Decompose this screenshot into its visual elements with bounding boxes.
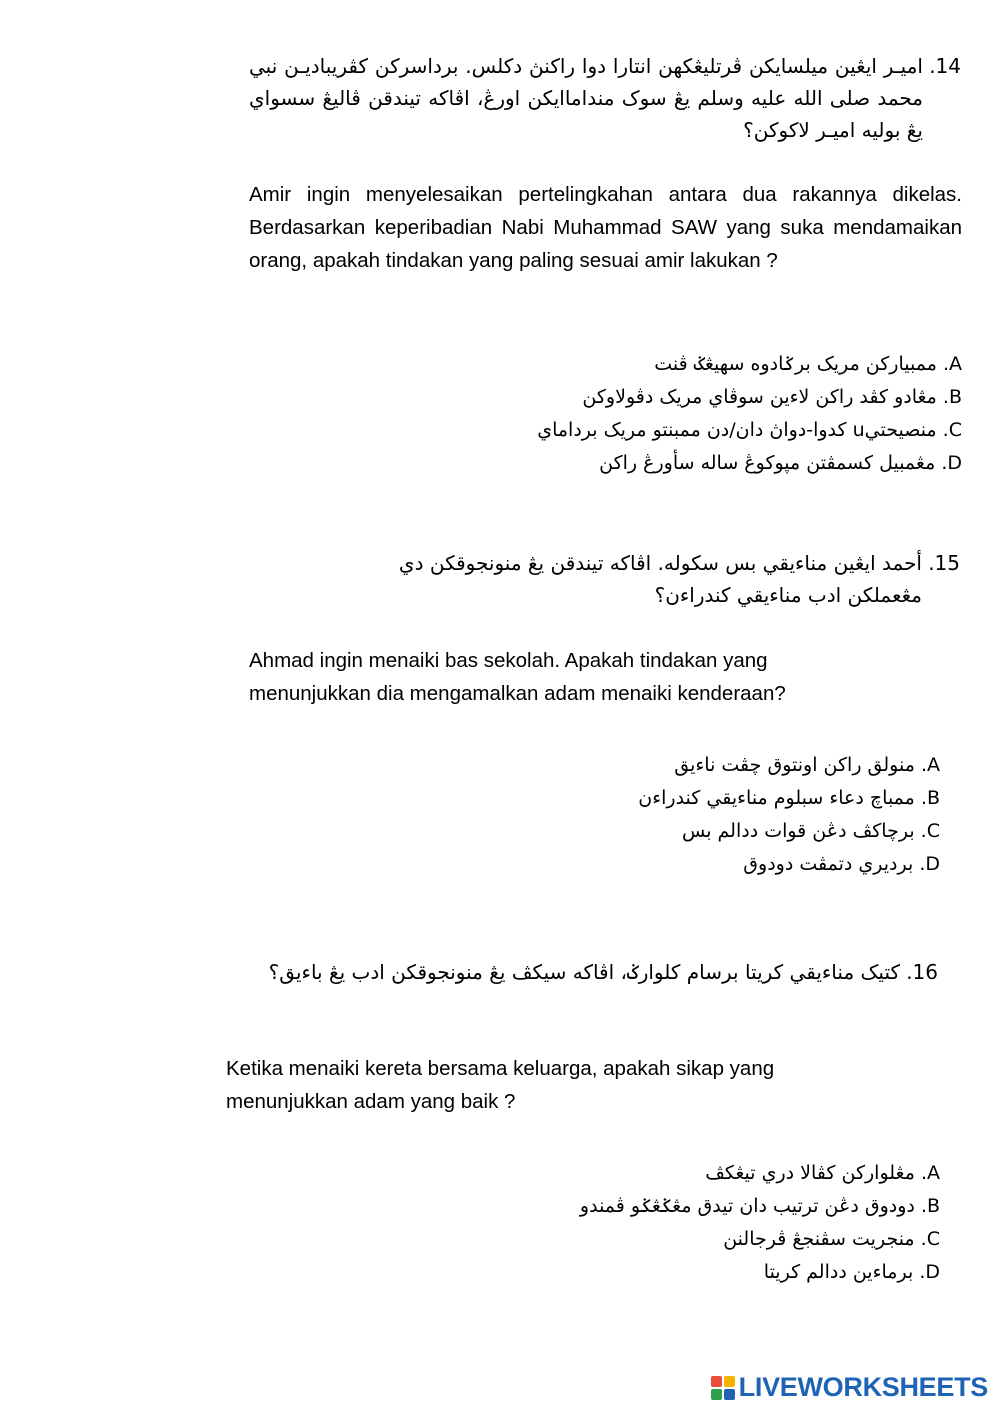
question-15-options <box>300 749 940 881</box>
option-text: برماءين ددالم كريتا <box>763 1261 914 1283</box>
option-text: مڠمبيل كسمڤتن مڽوكوڠ ساله سأورڠ راكن <box>599 452 936 474</box>
option-text: ممباچ دعاء سبلوم مناءيقي كندراءن <box>638 787 915 809</box>
brand-name: LIVEWORKSHEETS <box>738 1372 988 1402</box>
option-text: دودوق دڠن ترتيب دان تيدق مڠݢڠݢو ڤمندو <box>579 1195 915 1217</box>
option-letter: C. <box>920 820 940 842</box>
logo-tile <box>711 1389 722 1400</box>
option-letter: A. <box>920 754 940 776</box>
option-text: منولق راكن اونتوق چڤت ناءيق <box>674 754 915 776</box>
question-14-rumi: Amir ingin menyelesaikan pertelingkahan antara dua rakannya dikelas. Berdasarkan keperibadian Nabi Muhammad SAW yang suka mendamaikan orang, apakah tindakan yang paling sesuai amir lakukan ? <box>249 183 962 272</box>
option-text: برچاكڤ دڠن قوات ددالم بس <box>681 820 915 842</box>
logo-tile <box>724 1389 735 1400</box>
option-letter: B. <box>920 787 940 809</box>
question-14-jawi <box>249 50 961 146</box>
logo-tile <box>711 1376 722 1387</box>
liveworksheets-logo-icon <box>711 1376 735 1400</box>
option-letter: B. <box>920 1195 940 1217</box>
option-letter: B. <box>942 386 962 408</box>
option-letter: A. <box>920 1162 940 1184</box>
question-16-options <box>300 1157 940 1289</box>
option-c[interactable] <box>300 1223 940 1256</box>
option-b[interactable] <box>300 381 962 414</box>
option-a[interactable] <box>300 1157 940 1190</box>
option-text: مڠلواركن كڤالا دري تيڠكڤ <box>705 1162 915 1184</box>
option-text: منجريت سڤنجڠ ڤرجالنن <box>723 1228 915 1250</box>
question-16-jawi <box>250 956 938 988</box>
option-text: برديري دتمڤت دودوق <box>743 853 914 875</box>
option-letter: D. <box>919 853 940 875</box>
question-text-jawi: أحمد ايڠين مناءيقي بس سكوله. اڤاكه تيندقن يڠ منونجوقكن دي مڠعملكن ادب مناءيقي كندراءن؟ <box>398 551 922 607</box>
option-d[interactable] <box>300 1256 940 1289</box>
question-text-jawi: اميـر ايڠين ميلسايكن ڤرتليڠكهن انتارا دوا راكنڽ دكلس. برداسركن كڤريباديـن نبي محمد صلى الله عليه وسلم يڠ سوک منداماايكن اورڠ، اڤاكه تيندقن ڤاليڠ سسواي يڠ بوليه اميـر لاكوكن؟ <box>249 54 923 142</box>
option-d[interactable] <box>300 447 962 480</box>
question-14-options <box>300 348 962 480</box>
option-letter: D. <box>919 1261 940 1283</box>
option-c[interactable] <box>300 414 962 447</box>
option-letter: C. <box>942 419 962 441</box>
question-number: 15. <box>928 551 960 575</box>
option-text: ممبيارکن مريک برݢادوه سهيڠݢ ڤنت <box>654 353 937 375</box>
option-text: مڠادو كڤد راكن لاءين سوڤاي مريک دڤولاوكن <box>582 386 937 408</box>
question-number: 16. <box>906 960 938 984</box>
option-letter: D. <box>941 452 962 474</box>
question-15-jawi <box>325 547 960 611</box>
logo-tile <box>724 1376 735 1387</box>
option-a[interactable] <box>300 348 962 381</box>
question-16-rumi: Ketika menaiki kereta bersama keluarga, apakah sikap yang menunjukkan adam yang baik ? <box>226 1057 775 1113</box>
option-b[interactable] <box>300 782 940 815</box>
question-15-rumi: Ahmad ingin menaiki bas sekolah. Apakah tindakan yang menunjukkan dia mengamalkan adam menaiki kenderaan? <box>249 649 786 705</box>
option-text: منصيحتيu كدوا-دواڽ دان/دن ممبنتو مريک برداماي <box>537 419 937 441</box>
option-c[interactable] <box>300 815 940 848</box>
question-text-jawi: كتيک مناءيقي كريتا برسام كلوارݢ، اڤاكه سيكڤ يڠ منونجوقكن ادب يڠ باءيق؟ <box>268 960 900 984</box>
question-number: 14. <box>929 54 961 78</box>
option-a[interactable] <box>300 749 940 782</box>
option-d[interactable] <box>300 848 940 881</box>
option-b[interactable] <box>300 1190 940 1223</box>
option-letter: C. <box>920 1228 940 1250</box>
option-letter: A. <box>942 353 962 375</box>
footer-brand <box>711 1372 988 1403</box>
